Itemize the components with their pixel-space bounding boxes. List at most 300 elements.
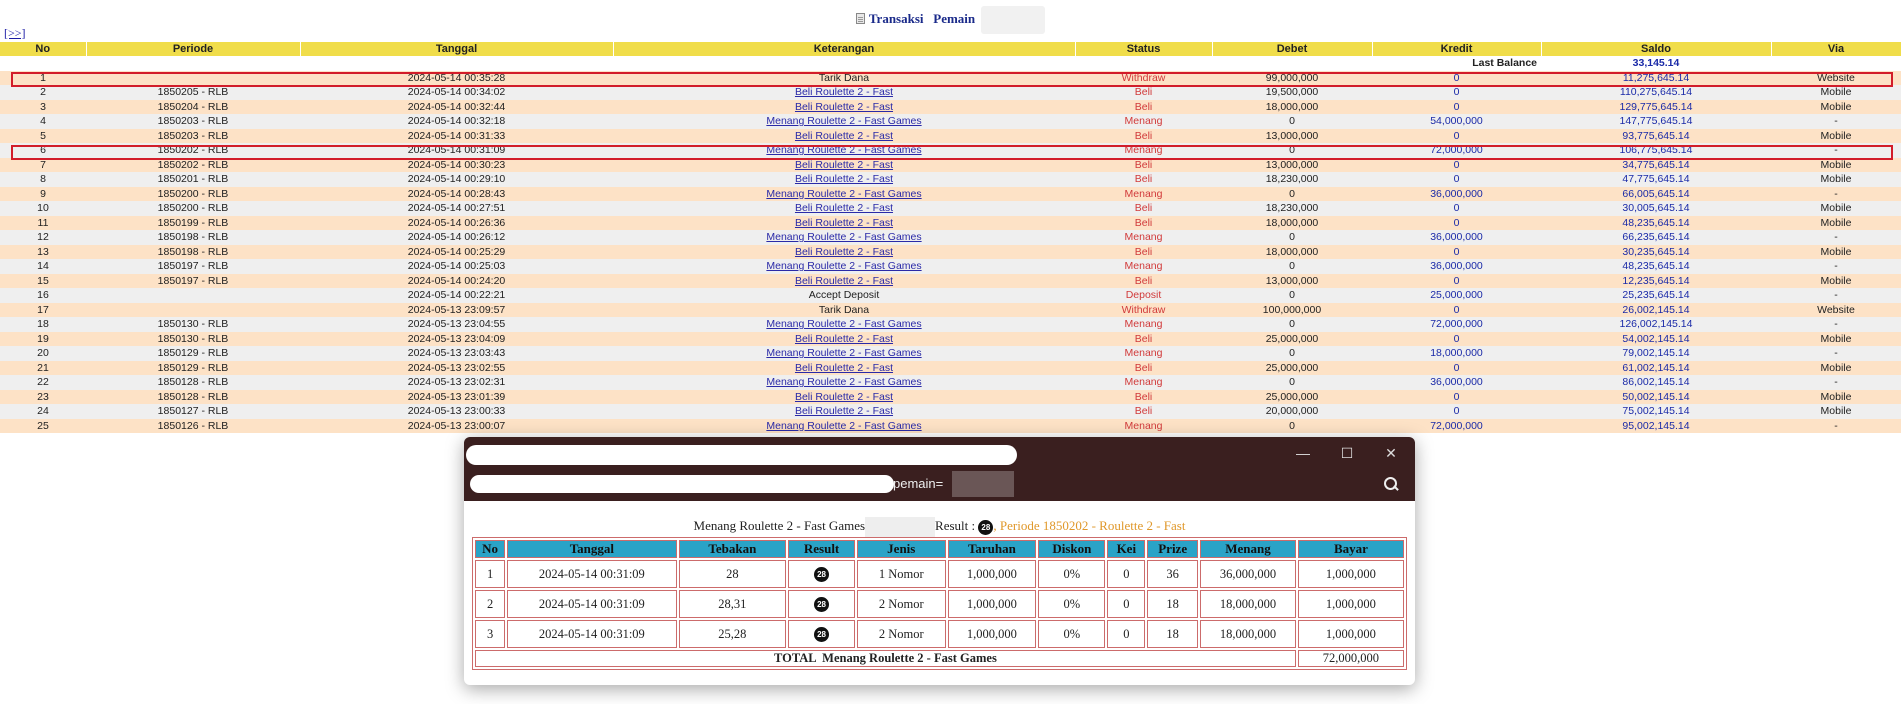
cell-debet: 13,000,000 [1212,274,1372,289]
detail-col-tebakan: Tebakan [679,540,787,558]
detail-cell-tanggal: 2024-05-14 00:31:09 [507,590,676,618]
table-row [0,201,1901,216]
cell-no: 12 [0,230,86,245]
table-row [0,361,1901,376]
col-saldo[interactable]: Saldo [1541,42,1771,56]
cell-saldo: 30,235,645.14 [1541,245,1771,260]
detail-cell-diskon: 0% [1038,590,1105,618]
keterangan-link[interactable]: Beli Roulette 2 - Fast [794,245,894,258]
cell-status: Withdraw [1075,71,1212,86]
keterangan-link[interactable]: Menang Roulette 2 - Fast Games [766,318,922,331]
cell-via: - [1771,230,1901,245]
cell-tanggal: 2024-05-14 00:32:44 [300,100,613,115]
cell-periode: 1850205 - RLB [86,85,300,100]
cell-tanggal: 2024-05-14 00:32:18 [300,114,613,129]
cell-saldo: 61,002,145.14 [1541,361,1771,376]
cell-kredit: 36,000,000 [1372,230,1541,245]
keterangan-link[interactable]: Menang Roulette 2 - Fast Games [766,144,922,157]
cell-tanggal: 2024-05-14 00:24:20 [300,274,613,289]
table-row [0,259,1901,274]
detail-cell-menang: 36,000,000 [1200,560,1296,588]
detail-cell-bayar: 1,000,000 [1298,560,1404,588]
cell-via: - [1771,375,1901,390]
keterangan-link[interactable]: Beli Roulette 2 - Fast [794,274,894,287]
table-row [0,172,1901,187]
keterangan-link[interactable]: Beli Roulette 2 - Fast [794,100,894,113]
cell-saldo: 95,002,145.14 [1541,419,1771,434]
cell-status: Menang [1075,259,1212,274]
cell-saldo: 12,235,645.14 [1541,274,1771,289]
detail-cell-bayar: 1,000,000 [1298,590,1404,618]
detail-cell-diskon: 0% [1038,560,1105,588]
cell-via: Website [1771,303,1901,318]
next-page-link[interactable]: [>>] [4,26,26,40]
cell-tanggal: 2024-05-13 23:02:55 [300,361,613,376]
empty-cell [1771,56,1901,71]
cell-status: Menang [1075,230,1212,245]
detail-cell-result [788,620,855,648]
cell-debet: 19,500,000 [1212,85,1372,100]
detail-cell-kei: 0 [1107,590,1145,618]
detail-cell-taruhan: 1,000,000 [948,620,1037,648]
cell-via: Mobile [1771,216,1901,231]
cell-tanggal: 2024-05-14 00:26:12 [300,230,613,245]
col-via[interactable]: Via [1771,42,1901,56]
detail-col-kei: Kei [1107,540,1145,558]
cell-via: Mobile [1771,158,1901,173]
table-row [0,332,1901,347]
cell-via: - [1771,317,1901,332]
cell-tanggal: 2024-05-14 00:22:21 [300,288,613,303]
col-status[interactable]: Status [1075,42,1212,56]
detail-cell-prize: 18 [1147,620,1198,648]
redacted-window-title [466,445,1017,465]
cell-saldo: 79,002,145.14 [1541,346,1771,361]
cell-no: 19 [0,332,86,347]
cell-periode: 1850204 - RLB [86,100,300,115]
cell-periode: 1850128 - RLB [86,375,300,390]
cell-debet: 0 [1212,346,1372,361]
cell-periode: 1850129 - RLB [86,346,300,361]
cell-saldo: 75,002,145.14 [1541,404,1771,419]
cell-no: 10 [0,201,86,216]
cell-via: Website [1771,71,1901,86]
detail-col-tanggal: Tanggal [507,540,676,558]
cell-kredit: 0 [1372,390,1541,405]
cell-keterangan [613,187,1075,202]
cell-keterangan [613,419,1075,434]
table-row [0,303,1901,318]
cell-keterangan [613,201,1075,216]
cell-debet: 99,000,000 [1212,71,1372,86]
minimize-icon[interactable]: — [1296,445,1310,461]
table-row [0,375,1901,390]
cell-tanggal: 2024-05-13 23:01:39 [300,390,613,405]
result-ball-icon: 28 [978,520,993,535]
cell-debet: 13,000,000 [1212,129,1372,144]
cell-saldo: 34,775,645.14 [1541,158,1771,173]
cell-no: 24 [0,404,86,419]
last-balance-value: 33,145.14 [1541,56,1771,71]
cell-keterangan [613,317,1075,332]
keterangan-link[interactable]: Menang Roulette 2 - Fast Games [766,260,922,273]
cell-periode: 1850197 - RLB [86,274,300,289]
cell-periode: 1850201 - RLB [86,172,300,187]
bet-detail-table [472,537,1407,670]
cell-saldo: 30,005,645.14 [1541,201,1771,216]
detail-cell-tanggal: 2024-05-14 00:31:09 [507,620,676,648]
cell-debet: 0 [1212,288,1372,303]
cell-no: 13 [0,245,86,260]
cell-periode: 1850200 - RLB [86,201,300,216]
cell-status: Menang [1075,114,1212,129]
keterangan-link[interactable]: Beli Roulette 2 - Fast [794,86,894,99]
cell-via: Mobile [1771,129,1901,144]
cell-kredit: 0 [1372,158,1541,173]
cell-saldo: 48,235,645.14 [1541,216,1771,231]
cell-keterangan [613,332,1075,347]
keterangan-link[interactable]: Beli Roulette 2 - Fast [794,216,894,229]
cell-saldo: 126,002,145.14 [1541,317,1771,332]
cell-saldo: 25,235,645.14 [1541,288,1771,303]
col-kredit[interactable]: Kredit [1372,42,1541,56]
table-row [0,129,1901,144]
keterangan-link[interactable]: Beli Roulette 2 - Fast [794,173,894,186]
cell-status: Beli [1075,216,1212,231]
cell-status: Deposit [1075,288,1212,303]
table-row [0,390,1901,405]
detail-row [475,590,1404,618]
cell-periode: 1850198 - RLB [86,230,300,245]
cell-via: Mobile [1771,361,1901,376]
cell-periode: 1850202 - RLB [86,158,300,173]
detail-cell-no: 1 [475,560,505,588]
total-label: TOTAL Menang Roulette 2 - Fast Games [475,650,1296,667]
last-balance-row [0,56,1901,71]
cell-no: 21 [0,361,86,376]
keterangan-link[interactable]: Menang Roulette 2 - Fast Games [766,376,922,389]
cell-keterangan [613,100,1075,115]
cell-tanggal: 2024-05-13 23:00:33 [300,404,613,419]
table-row [0,274,1901,289]
redacted-text [865,517,935,537]
cell-periode: 1850128 - RLB [86,390,300,405]
cell-debet: 0 [1212,317,1372,332]
keterangan-link[interactable]: Menang Roulette 2 - Fast Games [766,187,922,200]
keterangan-link[interactable]: Beli Roulette 2 - Fast [794,158,894,171]
keterangan-link[interactable]: Menang Roulette 2 - Fast Games [766,419,922,432]
title-label: Pemain [933,10,976,26]
cell-no: 16 [0,288,86,303]
cell-tanggal: 2024-05-14 00:34:02 [300,85,613,100]
detail-cell-prize: 36 [1147,560,1198,588]
detail-cell-no: 2 [475,590,505,618]
result-ball-icon: 28 [814,597,829,612]
result-ball-icon: 28 [814,627,829,642]
cell-kredit: 72,000,000 [1372,419,1541,434]
cell-no: 8 [0,172,86,187]
cell-kredit: 0 [1372,100,1541,115]
heading-result-label: Result : [935,517,976,533]
cell-debet: 25,000,000 [1212,332,1372,347]
cell-keterangan: Tarik Dana [613,303,1075,318]
detail-col-no: No [475,540,505,558]
cell-no: 7 [0,158,86,173]
document-icon [856,13,865,24]
detail-cell-jenis: 1 Nomor [857,560,946,588]
cell-kredit: 0 [1372,172,1541,187]
cell-saldo: 48,235,645.14 [1541,259,1771,274]
cell-no: 17 [0,303,86,318]
table-row [0,100,1901,115]
cell-periode: 1850130 - RLB [86,332,300,347]
cell-kredit: 72,000,000 [1372,143,1541,158]
cell-tanggal: 2024-05-14 00:26:36 [300,216,613,231]
cell-periode: 1850199 - RLB [86,216,300,231]
detail-cell-menang: 18,000,000 [1200,620,1296,648]
browser-chrome [464,437,1415,501]
detail-cell-tanggal: 2024-05-14 00:31:09 [507,560,676,588]
detail-col-prize: Prize [1147,540,1198,558]
cell-status: Beli [1075,129,1212,144]
cell-saldo: 110,275,645.14 [1541,85,1771,100]
cell-tanggal: 2024-05-14 00:28:43 [300,187,613,202]
cell-tanggal: 2024-05-14 00:25:29 [300,245,613,260]
cell-status: Beli [1075,172,1212,187]
total-value: 72,000,000 [1298,650,1404,667]
keterangan-link[interactable]: Menang Roulette 2 - Fast Games [766,115,922,128]
cell-debet: 25,000,000 [1212,361,1372,376]
detail-cell-bayar: 1,000,000 [1298,620,1404,648]
detail-cell-diskon: 0% [1038,620,1105,648]
cell-tanggal: 2024-05-14 00:27:51 [300,201,613,216]
highlight-box-row-1 [11,72,1893,87]
cell-periode [86,303,300,318]
cell-via: Mobile [1771,201,1901,216]
col-keterangan[interactable]: Keterangan [613,42,1075,56]
table-row [0,230,1901,245]
detail-col-menang: Menang [1200,540,1296,558]
cell-tanggal: 2024-05-13 23:00:07 [300,419,613,434]
table-row [0,85,1901,100]
keterangan-link[interactable]: Beli Roulette 2 - Fast [794,405,894,418]
detail-header-row [475,540,1404,558]
heading-periode: , Periode 1850202 - Roulette 2 - Fast [993,517,1186,533]
detail-cell-result [788,560,855,588]
detail-col-result: Result [788,540,855,558]
cell-kredit: 0 [1372,129,1541,144]
highlight-box-row-6 [11,145,1893,160]
cell-kredit: 0 [1372,201,1541,216]
cell-debet: 0 [1212,230,1372,245]
cell-no: 2 [0,85,86,100]
maximize-icon[interactable]: ☐ [1340,445,1354,461]
col-no[interactable]: No [0,42,86,56]
cell-no: 14 [0,259,86,274]
keterangan-link[interactable]: Beli Roulette 2 - Fast [794,332,894,345]
cell-kredit: 18,000,000 [1372,346,1541,361]
cell-keterangan [613,85,1075,100]
cell-periode: 1850126 - RLB [86,419,300,434]
cell-debet: 18,000,000 [1212,216,1372,231]
cell-debet: 18,000,000 [1212,100,1372,115]
cell-via: Mobile [1771,390,1901,405]
address-text: pemain= [893,476,944,491]
keterangan-link[interactable]: Beli Roulette 2 - Fast [794,202,894,215]
cell-periode: 1850130 - RLB [86,317,300,332]
cell-keterangan: Accept Deposit [613,288,1075,303]
detail-cell-result [788,590,855,618]
table-row [0,245,1901,260]
cell-no: 15 [0,274,86,289]
cell-periode: 1850203 - RLB [86,129,300,144]
keterangan-link[interactable]: Beli Roulette 2 - Fast [794,390,894,403]
cell-status: Beli [1075,390,1212,405]
table-row [0,317,1901,332]
detail-cell-kei: 0 [1107,560,1145,588]
cell-status: Beli [1075,85,1212,100]
col-periode[interactable]: Periode [86,42,300,56]
cell-no: 4 [0,114,86,129]
cell-debet: 20,000,000 [1212,404,1372,419]
bet-detail-window [464,437,1415,685]
cell-kredit: 36,000,000 [1372,375,1541,390]
cell-periode: 1850197 - RLB [86,259,300,274]
cell-keterangan: Tarik Dana [613,71,1075,86]
cell-keterangan [613,361,1075,376]
cell-kredit: 72,000,000 [1372,317,1541,332]
table-row [0,187,1901,202]
cell-debet: 13,000,000 [1212,158,1372,173]
cell-via: Mobile [1771,332,1901,347]
cell-no: 5 [0,129,86,144]
cell-periode: 1850129 - RLB [86,361,300,376]
detail-col-bayar: Bayar [1298,540,1404,558]
cell-saldo: 147,775,645.14 [1541,114,1771,129]
zoom-icon[interactable] [1384,477,1398,491]
cell-tanggal: 2024-05-13 23:03:43 [300,346,613,361]
cell-kredit: 0 [1372,332,1541,347]
cell-saldo: 50,002,145.14 [1541,390,1771,405]
keterangan-link[interactable]: Beli Roulette 2 - Fast [794,361,894,374]
cell-via: Mobile [1771,172,1901,187]
table-row [0,288,1901,303]
cell-via: - [1771,143,1901,158]
cell-no: 11 [0,216,86,231]
cell-keterangan [613,390,1075,405]
keterangan-link[interactable]: Menang Roulette 2 - Fast Games [766,347,922,360]
detail-cell-no: 3 [475,620,505,648]
detail-cell-tebakan: 28 [679,560,787,588]
detail-cell-menang: 18,000,000 [1200,590,1296,618]
cell-keterangan [613,274,1075,289]
cell-tanggal: 2024-05-14 00:31:09 [300,143,613,158]
cell-via: - [1771,187,1901,202]
cell-saldo: 129,775,645.14 [1541,100,1771,115]
cell-via: Mobile [1771,245,1901,260]
cell-tanggal: 2024-05-14 00:25:03 [300,259,613,274]
detail-cell-jenis: 2 Nomor [857,590,946,618]
detail-cell-prize: 18 [1147,590,1198,618]
close-icon[interactable]: ✕ [1385,445,1397,461]
detail-cell-tebakan: 28,31 [679,590,787,618]
cell-tanggal: 2024-05-14 00:35:28 [300,71,613,86]
cell-periode [86,288,300,303]
cell-status: Menang [1075,143,1212,158]
detail-row [475,560,1404,588]
cell-status: Beli [1075,361,1212,376]
cell-via: - [1771,346,1901,361]
redacted-url [470,475,894,493]
keterangan-link[interactable]: Menang Roulette 2 - Fast Games [766,231,922,244]
detail-cell-kei: 0 [1107,620,1145,648]
cell-no: 3 [0,100,86,115]
result-ball-icon: 28 [814,567,829,582]
cell-debet: 0 [1212,187,1372,202]
cell-debet: 0 [1212,259,1372,274]
detail-row [475,620,1404,648]
address-bar[interactable] [468,471,1408,497]
cell-saldo: 26,002,145.14 [1541,303,1771,318]
detail-cell-jenis: 2 Nomor [857,620,946,648]
cell-debet: 0 [1212,419,1372,434]
cell-periode: 1850203 - RLB [86,114,300,129]
cell-keterangan [613,346,1075,361]
cell-tanggal: 2024-05-14 00:30:23 [300,158,613,173]
col-debet[interactable]: Debet [1212,42,1372,56]
cell-saldo: 11,275,645.14 [1541,71,1771,86]
col-tanggal[interactable]: Tanggal [300,42,613,56]
cell-keterangan [613,172,1075,187]
cell-kredit: 54,000,000 [1372,114,1541,129]
cell-no: 25 [0,419,86,434]
cell-saldo: 66,005,645.14 [1541,187,1771,202]
cell-debet: 0 [1212,143,1372,158]
cell-kredit: 0 [1372,404,1541,419]
page-title [0,6,1901,34]
cell-via: - [1771,259,1901,274]
cell-via: Mobile [1771,404,1901,419]
cell-status: Beli [1075,100,1212,115]
cell-status: Beli [1075,274,1212,289]
cell-kredit: 0 [1372,361,1541,376]
cell-tanggal: 2024-05-13 23:09:57 [300,303,613,318]
table-row [0,404,1901,419]
cell-debet: 18,230,000 [1212,201,1372,216]
cell-saldo: 86,002,145.14 [1541,375,1771,390]
detail-cell-taruhan: 1,000,000 [948,560,1037,588]
cell-saldo: 54,002,145.14 [1541,332,1771,347]
cell-saldo: 106,775,645.14 [1541,143,1771,158]
cell-kredit: 36,000,000 [1372,259,1541,274]
last-balance-label: Last Balance [0,56,1541,71]
keterangan-link[interactable]: Beli Roulette 2 - Fast [794,129,894,142]
cell-no: 6 [0,143,86,158]
cell-saldo: 66,235,645.14 [1541,230,1771,245]
cell-no: 9 [0,187,86,202]
detail-col-diskon: Diskon [1038,540,1105,558]
cell-tanggal: 2024-05-14 00:31:33 [300,129,613,144]
detail-total-row [475,650,1404,667]
table-row [0,419,1901,434]
redacted-player-name [981,6,1045,34]
detail-col-jenis: Jenis [857,540,946,558]
cell-status: Beli [1075,404,1212,419]
cell-kredit: 0 [1372,71,1541,86]
cell-keterangan [613,259,1075,274]
cell-status: Beli [1075,332,1212,347]
cell-periode: 1850202 - RLB [86,143,300,158]
